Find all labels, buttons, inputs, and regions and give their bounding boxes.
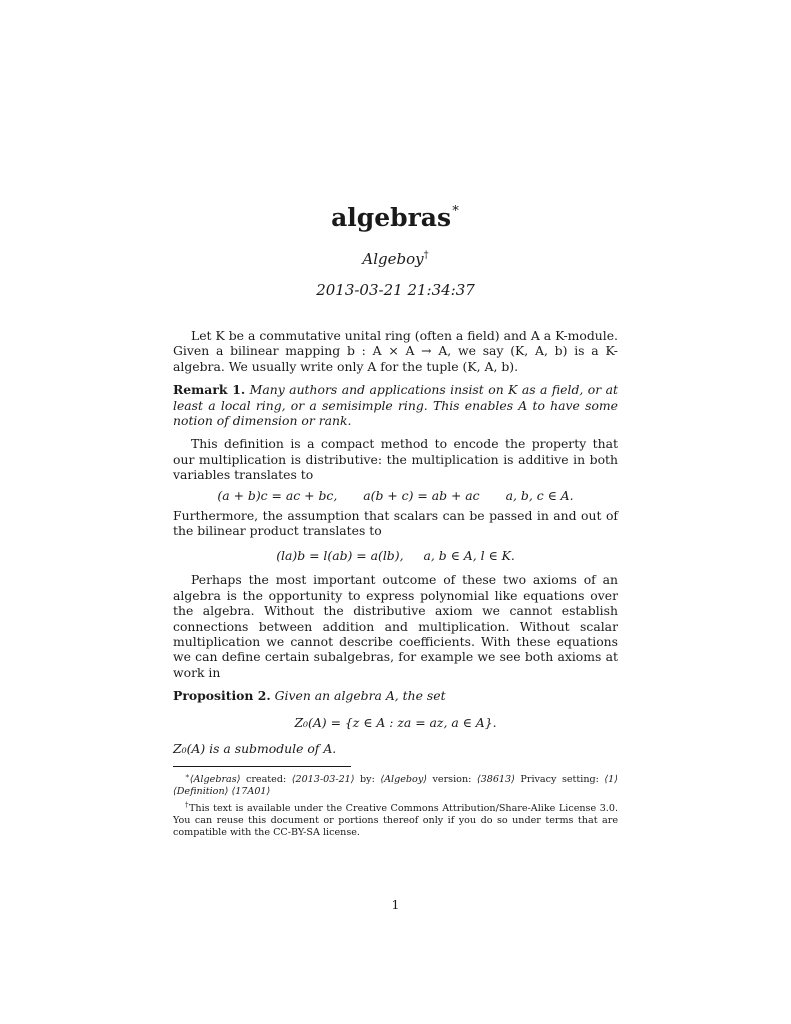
title-footnote-mark: ∗	[451, 201, 460, 216]
author-footnote-mark: †	[423, 250, 429, 261]
footnote-metadata	[173, 770, 618, 799]
footnotes	[173, 770, 618, 839]
author	[0, 250, 791, 268]
equation-part: a, b ∈ A, l ∈ K.	[423, 547, 515, 563]
equation-part: (a + b)c = ac + bc,	[217, 487, 338, 503]
footnote-by: ⟨Algeboy⟩	[380, 774, 427, 786]
author-name: Algeboy	[362, 250, 424, 268]
paragraph-outcome: Perhaps the most important outcome of these two axioms of an algebra is the opportunity to express polynomial like equations over the algebra. Without the distributive axiom we cannot establish connections between addition and multiplication. Without scalar multiplication we cannot describe coefficients. With these equations we can define certain subalgebras, for example we see both axioms at work in	[173, 572, 618, 680]
equation-part: a(b + c) = ab + ac	[363, 487, 480, 503]
footnote-license-text: This text is available under the Creative Commons Attribution/Share-Alike License 3.0. You can reuse this document or portions thereof only if you do so under terms that are compatible with the CC-BY-SA license.	[173, 802, 619, 839]
paragraph-definition: Let K be a commutative unital ring (often a field) and A a K-module. Given a bilinear mapping b : A × A → A, we say (K, A, b) is a K-algebra. We usually write only A for the tuple (K, A, b).	[173, 328, 618, 374]
footnote-title: ⟨Algebras⟩	[189, 774, 241, 786]
footnote-label: created:	[240, 774, 292, 786]
proposition-text: Given an algebra A, the set	[274, 688, 446, 704]
remark-text: Many authors and applications insist on K as a field, or at least a local ring, or a semisimple ring. This enables A to have some notion of dimension or rank.	[173, 382, 618, 429]
proposition-label: Proposition 2.	[173, 688, 271, 704]
equation-center: Z₀(A) = {z ∈ A : za = az, a ∈ A}.	[294, 714, 497, 730]
footnote-label: by:	[354, 774, 381, 786]
footnote-created: ⟨2013-03-21⟩	[291, 774, 355, 786]
body-text	[173, 328, 618, 756]
footnote-msc: ⟨17A01⟩	[231, 786, 271, 798]
footnote-mark: †	[185, 800, 189, 809]
date: 2013-03-21 21:34:37	[316, 281, 475, 299]
footnote-version: ⟨38613⟩	[476, 774, 515, 786]
equation-distributive	[173, 488, 618, 503]
equation-part: a, b, c ∈ A.	[505, 487, 574, 503]
footnote-label: version:	[426, 774, 477, 786]
title-text: algebras	[331, 203, 452, 232]
footnote-type: ⟨Definition⟩	[173, 786, 229, 798]
footnote-mark: ∗	[185, 772, 190, 780]
footnote-label: Privacy setting:	[514, 774, 605, 786]
proposition-conclusion: Z₀(A) is a submodule of A.	[173, 740, 337, 756]
page-number: 1	[391, 897, 400, 912]
remark-label: Remark 1.	[173, 382, 246, 398]
equation-part: (la)b = l(ab) = a(lb),	[276, 547, 404, 563]
equation-scalars	[173, 548, 618, 563]
paragraph-scalars: Furthermore, the assumption that scalars can be passed in and out of the bilinear product translates to	[173, 508, 618, 539]
footnote-privacy: ⟨1⟩	[604, 774, 618, 786]
proposition	[173, 688, 618, 703]
paragraph-distributive: This definition is a compact method to encode the property that our multiplication is distributive: the multiplication is additive in both variables translates to	[173, 436, 618, 483]
footnote-license	[173, 799, 618, 840]
remark	[173, 382, 618, 428]
footnote-rule	[173, 766, 351, 767]
paper-title	[0, 203, 791, 232]
